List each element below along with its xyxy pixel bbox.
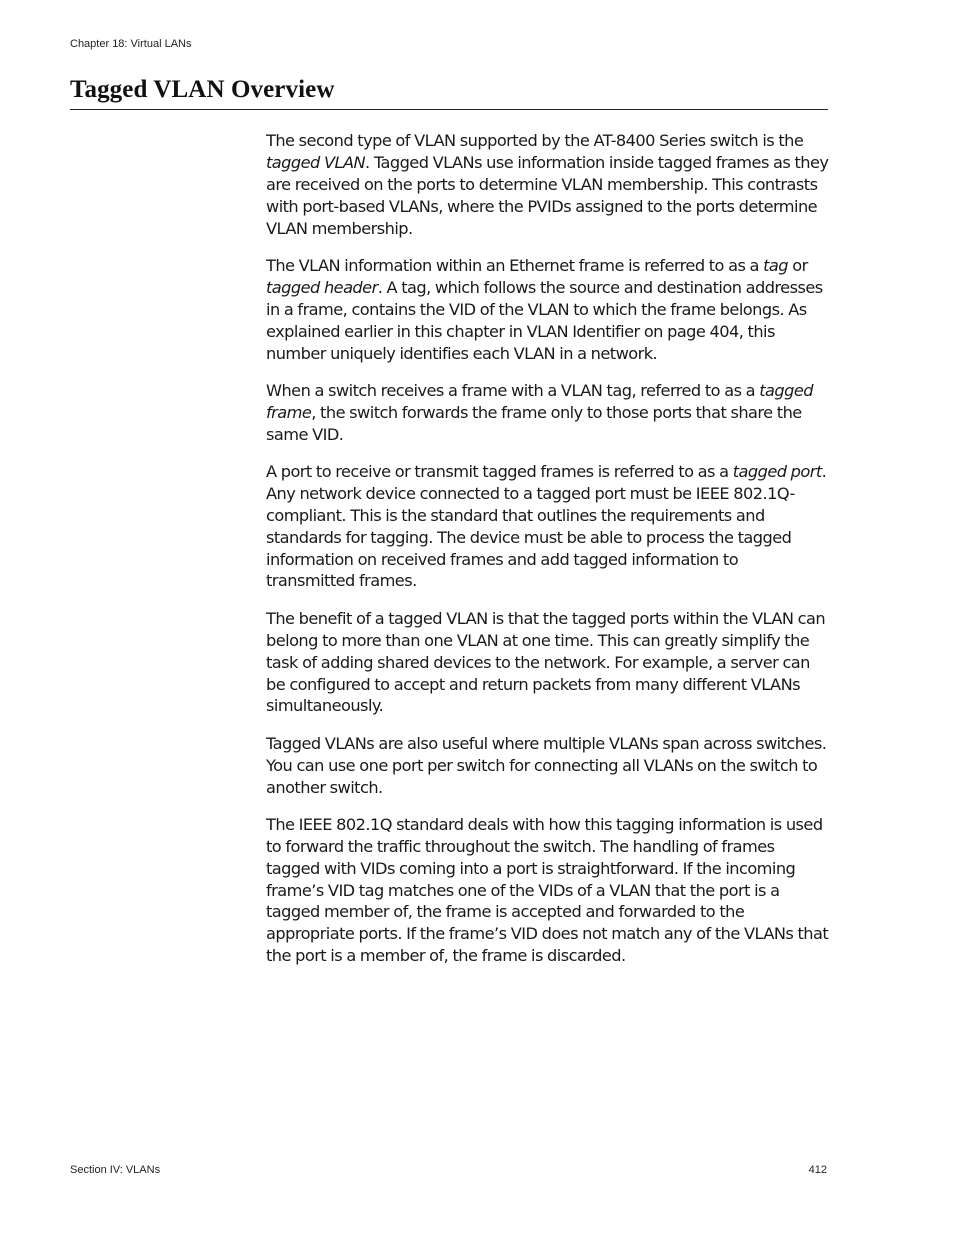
text-run: The benefit of a tagged VLAN is that the tagged ports within the VLAN can belong to more than one VLAN at one time. This can greatly simplify the task of adding shared devices to the network. For example, a server can be configured to accept and return packets from many different VLANs simultaneously. — [266, 608, 826, 716]
text-run: . Any network device connected to a tagged port must be IEEE 802.1Q-compliant. This is the standard that outlines the requirements and standards for tagging. The device must be able to process the tagged information on received frames and add tagged information to transmitted frames. — [266, 461, 827, 591]
text-run: . Tagged VLANs use information inside tagged frames as they are received on the ports to determine VLAN membership. This contrasts with port-based VLANs, where the PVIDs assigned to the ports determine VLAN membership. — [266, 152, 829, 238]
italic-term: tagged port — [732, 461, 822, 481]
italic-term: tagged frame — [266, 380, 813, 422]
italic-term: tagged header — [266, 277, 378, 297]
page-title: Tagged VLAN Overview — [70, 76, 335, 103]
paragraph — [266, 255, 830, 365]
paragraph — [266, 461, 830, 592]
paragraph — [266, 608, 830, 718]
text-run: A port to receive or transmit tagged frames is referred to as a — [266, 461, 733, 481]
text-run: The VLAN information within an Ethernet frame is referred to as a — [266, 255, 764, 275]
text-run: When a switch receives a frame with a VLAN tag, referred to as a — [266, 380, 760, 400]
text-run: . A tag, which follows the source and destination addresses in a frame, contains the VID of the VLAN to which the frame belongs. As explained earlier in this chapter in VLAN Identifier on page 404, this number uniquely identifies each VLAN in a network. — [266, 277, 823, 363]
text-run: The second type of VLAN supported by the AT-8400 Series switch is the — [266, 131, 804, 150]
italic-term: tag — [763, 255, 789, 275]
text-run: , the switch forwards the frame only to those ports that share the same VID. — [266, 402, 802, 444]
body-text — [266, 130, 830, 983]
text-run: or — [788, 255, 808, 275]
paragraph — [266, 380, 830, 446]
title-divider — [70, 109, 828, 110]
running-header: Chapter 18: Virtual LANs — [70, 38, 192, 50]
paragraph — [266, 814, 830, 967]
paragraph — [266, 733, 830, 799]
text-run: The IEEE 802.1Q standard deals with how this tagging information is used to forward the traffic throughout the switch. The handling of frames tagged with VIDs coming into a port is straightforward. If the incoming frame’s VID tag matches one of the VIDs of a VLAN that the port is a tagged member of, the frame is accepted and forwarded to the appropriate ports. If the frame’s VID does not match any of the VLANs that the port is a member of, the frame is discarded. — [266, 814, 829, 966]
page-number: 412 — [808, 1164, 827, 1176]
text-run: Tagged VLANs are also useful where multiple VLANs span across switches. You can use one port per switch for connecting all VLANs on the switch to another switch. — [266, 733, 827, 797]
running-footer: Section IV: VLANs — [70, 1164, 161, 1176]
paragraph — [266, 130, 830, 240]
italic-term: tagged VLAN — [266, 152, 366, 172]
